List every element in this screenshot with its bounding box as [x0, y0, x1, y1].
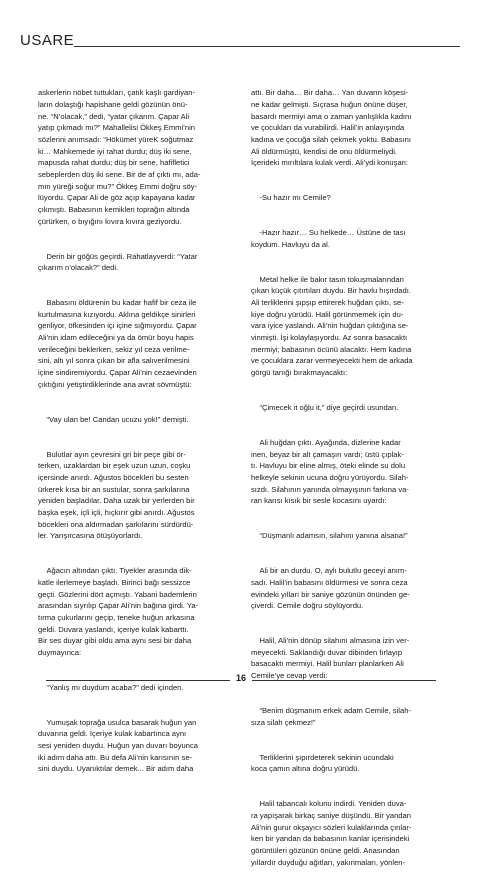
paragraph: Bulutlar ayın çevresini gri bir peçe gibi ör- terken, uzaklardan bir eşek uzun uzun, coşku içersinde anırdı. Ağustos böcekleri bu sesten ürkerek kısa bir an sustular, sonra şarkılarına yeniden başladılar. Daha uzak bir yerlerden bir başka eşek, içli içli, hıçkırır gibi anırdı. Ağustos böcekleri ona aldırmadan şarkılarını sürdürdü- ler. Yarışırcasına ötüşüyorlardı. [38, 449, 195, 541]
left-text-column [38, 64, 236, 798]
paragraph: “Düşmanlı adamsın, silahını yanına alsana!” [251, 531, 408, 541]
paragraph: attı. Bir daha… Bir daha… Yan duvarın köşesi- ne kadar gelmişti. Sıçrasa huğun önüne düşer, basardı mermiyi ama o zaman yanlışlıkla kadını ve çocukları da vurabilirdi. Halil’in anlayışında kadına ve çocuğa silah çekmek yoktu. Babasını Ali öldürmüştü, kendisi de onu öldürmeliydi. İçerideki mırıltılara kulak verdi. Ali’ydi konuşan: [251, 88, 412, 168]
paragraph: Terliklerini şıpırdeterek sekinin ucundaki koca çamın altına doğru yürüdü. [251, 752, 394, 774]
paragraph: Derin bir göğüs geçirdi. Rahatlayverdi: “Yatar çıkarım n’olacak?” dedi. [38, 251, 198, 273]
paragraph: “Yanlış mı duydum acaba?” dedi içinden. [38, 682, 184, 692]
paragraph: “Çimecek it oğlu it,” diye geçirdi usundan. [251, 403, 399, 413]
paragraph: Ali bir an durdu. O, aylı bulutlu geceyi anım- sadı. Halil’in babasını öldürmesi ve sonra ceza evindeki yılları bir saniye gözünün önünden ge- çiverdi. Cemile doğru söylüyordu. [251, 566, 410, 611]
paragraph: Yumuşak toprağa usulca basarak huğun yan duvarına geldi. İçeriye kulak kabartınca aynı sesi yeniden duydu. Huğun yan duvarı boyunca iki adım daha attı. Bu defa Ali’nin karısının se- sini duydu. Uyanıktılar demek... Bir adım daha [38, 717, 198, 774]
paragraph: Ali huğdan çıktı. Ayağında, dizlerine kadar inen, beyaz bir alt çamaşırı vardı; üstü çıplak- tı. Havluyu bir eline almış, öteki elinde su dolu helkeyle sekinin ucuna doğru yürüyordu. Silah- sızdı. Silahının yanında olmayışının farkına va- ran karısı kısık bir sesle kocasını uyardı: [251, 438, 409, 506]
paragraph: Ağacın altından çıktı. Tiyekler arasında dik- katle ilerlemeye başladı. Birinci bağı sessizce geçti. Gözlerini dört açmıştı. Yabani bademlerin arasından sıyrılıp Çapar Ali’nin bağına girdi. Ya- tırma çukurlarını geçip, teneke huğun arkasına geldi. Duvara yaslandı, içeriye kulak kabarttı. Bir ses duyar gibi oldu ama aynı sesi bir daha duymayınca: [38, 566, 199, 657]
footer-divider-left [46, 680, 230, 681]
right-text-column [251, 64, 449, 892]
footer-divider-right [252, 680, 436, 681]
paragraph: “Vay ulan be! Candan ucuzu yok!” demişti. [38, 414, 189, 424]
paragraph: -Su hazır mı Cemile? [251, 193, 331, 203]
paragraph: Halil tabancalı kolunu indirdi. Yeniden duva- ra yapışarak birkaç saniye düşündü. Bir yandan Ali’nin gurur okşayıcı sözleri kulaklarında çınlar- ken bir yandan da babasının kanlar içerisindeki görüntüleri gözünün önüne geldi. Anasından yıllardır duyduğu ağıtları, yakınmaları, yönlen- [251, 799, 412, 867]
header-divider [74, 46, 460, 47]
paragraph: Metal helke ile bakır tasın tokuşmalarından çıkan küçük çıtırtıları duydu. Bir havlu hışırdadı. Ali terliklerini şıpşıp ettirerek huğdan çıktı, se- kiye doğru yürüdü. Halil görünmemek için du- vara iyice yaslandı. Ali’nin huğdan çıktığına se- vinmişti. İşi kolaylaşıyordu. Az sonra basacaktı mermiyi; babasının öcünü alacaktı. Hem kadına ve çocuklara zarar vermeyecekti hem de arkada görgü tanığı bırakmayacaktı: [251, 274, 413, 378]
paragraph: Halil, Ali’nin dönüp silahını almasına izin ver- meyecekti. Saklandığı duvar dibinden fırlayıp basacaktı mermiyi. Halil bunları planlarken Ali Cemile’ye cevap verdi: [251, 636, 410, 681]
paragraph: “Benim düşmanım erkek adam Cemile, silah- sıza silah çekmez!” [251, 706, 411, 727]
running-header-title: USARE [20, 32, 75, 49]
paragraph: Babasını öldürenin bu kadar hafif bir ceza ile kurtulmasına kızıyordu. Aklına geldikçe sinirleri geriliyor, öfkesinden içi içine sığmıyordu. Çapar Ali’nin idam edileceğini ya da ömür boyu hapis verileceğini beklerken, sekiz yıl ceza verilme- sini, altı yıl sonra çıkan bir afla salıverilmesini içine sindiremiyordu. Çapar Ali’nin cezaevinden çıktığını yetiştirdiklerinde ana avrat sövmüştü: [38, 298, 197, 389]
page-number: 16 [235, 673, 246, 683]
paragraph: -Hazır hazır… Su helkede… Üstüne de tası koydum. Havluyu da al. [251, 228, 406, 249]
paragraph: askerlerin nöbet tuttukları, çatık kaşlı gardiyan- ların dolaştığı hapishane geldi gözünün önü- ne. “N’olacak,” dedi, “yatar çıkarım. Çapar Ali yatıp çıkmadı mı?” Mahallelisi Ökkeş Emmi’nin sözlerini anımsadı: “Hökümet yüreK soğutmaz ki… Mahkemede iyi rahat durdu; düş iki sene, mapusda rahat durdu; düş bir sene, hafifletici sebeplerden düş iki sene. Bir de af çıktı mı, ada- mın yüreği soğur mu?” Ökkeş Emmi doğru söy- lüyordu. Çapar Ali de göz açıp kapayana kadar çıkmıştı. Babasının kemikleri toprağın altında çürürken, o bıyığını kıvıra kıvıra geziyordu. [38, 88, 201, 226]
